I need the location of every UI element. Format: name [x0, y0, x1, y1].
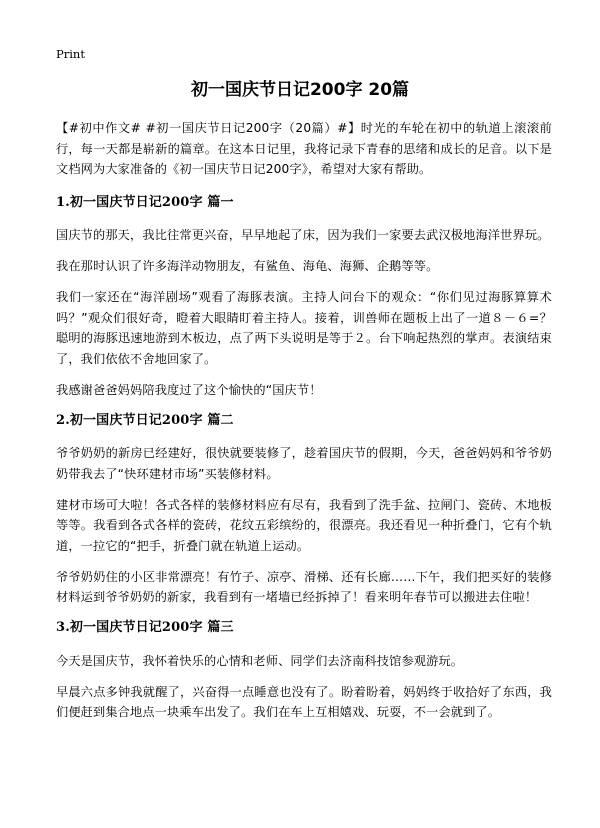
section-3-paragraph-1: 今天是国庆节，我怀着快乐的心情和老师、同学们去济南科技馆参观游玩。	[56, 653, 464, 668]
intro-paragraph: 【#初中作文# #初一国庆节日记200字（20篇）#】时光的车轮在初中的轨道上滚滚前行，每一天都是崭新的篇章。在这本日记里，我将记录下青春的思绪和成长的足音。以下是文档网为大家准备的《初一国庆节日记200字》，希望对大家有帮助。	[56, 121, 552, 176]
section-heading-1: 1.初一国庆节日记200字 篇一	[56, 194, 234, 210]
section-2-paragraph-1: 爷爷奶奶的新房已经建好，很快就要装修了，趁着国庆节的假期，今天，爸爸妈妈和爷爷奶奶带我去了“快环建材市场”买装修材料。	[56, 446, 552, 481]
page-title: 初一国庆节日记200字 20篇	[190, 80, 410, 100]
section-1-paragraph-2: 我在那时认识了许多海洋动物朋友，有鲨鱼、海龟、海狮、企鹅等等。	[56, 259, 439, 273]
section-heading-3: 3.初一国庆节日记200字 篇三	[56, 620, 234, 635]
print-link[interactable]: Print	[56, 47, 85, 61]
section-1-paragraph-3: 我们一家还在“海洋剧场”观看了海豚表演。主持人问台下的观众：“你们见过海豚算算术吗？”观众们很好奇，瞪着大眼睛盯着主持人。接着，训兽师在题板上出了一道８－６=？聪明的海豚迅速地游到木板边，点了两下头说明是等于２。台下响起热烈的掌声。表演结束了，我们依依不舍地回家了。	[56, 290, 552, 366]
section-2-paragraph-2: 建材市场可大啦！各式各样的装修材料应有尽有，我看到了洗手盆、拉闸门、瓷砖、木地板等等。我看到各式各样的瓷砖，花纹五彩缤纷的，很漂亮。我还看见一种折叠门，它有个轨道，一拉它的“把手，折叠门就在轨道上运动。	[56, 497, 552, 553]
section-1-paragraph-4: 我感谢爸爸妈妈陪我度过了这个愉快的“国庆节！	[56, 382, 322, 397]
section-2-paragraph-3: 爷爷奶奶住的小区非常漂亮！有竹子、凉亭、滑梯、还有长廊……下午，我们把买好的装修材料运到爷爷奶奶的新家，我看到有一堵墙已经拆掉了！看来明年春节可以搬进去住啦！	[56, 569, 552, 604]
section-1-paragraph-1: 国庆节的那天，我比往常更兴奋，早早地起了床，因为我们一家要去武汉极地海洋世界玩。	[56, 228, 550, 242]
section-3-paragraph-2: 早晨六点多钟我就醒了，兴奋得一点睡意也没有了。盼着盼着，妈妈终于收拾好了东西，我们便赶到集合地点一块乘车出发了。我们在车上互相嬉戏、玩耍，不一会就到了。	[56, 684, 552, 719]
article-body	[56, 118, 552, 733]
section-heading-2: 2.初一国庆节日记200字 篇二	[56, 412, 234, 428]
